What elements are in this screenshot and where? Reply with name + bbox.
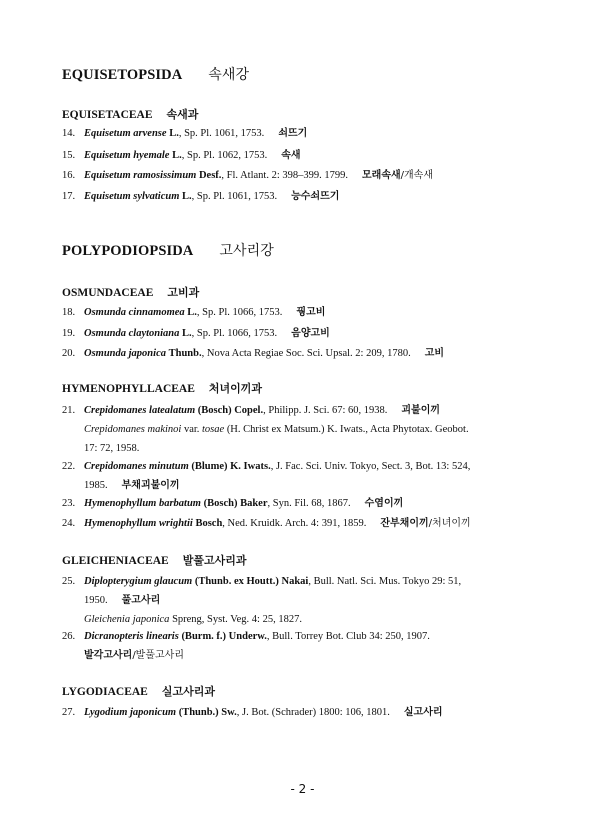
species-entry-15	[62, 146, 532, 165]
species-entry-23	[62, 494, 532, 513]
family-latin: LYGODIACEAE	[62, 686, 148, 698]
entry-number: 16.	[62, 170, 76, 181]
citation-cont: 1950.	[84, 595, 108, 606]
citation: , Syn. Fil. 68, 1867.	[267, 498, 351, 509]
entry-number: 17.	[62, 191, 76, 202]
entry-number: 22.	[62, 461, 76, 472]
species-name: Diplopterygium glaucum	[84, 576, 193, 587]
species-author: (Bosch) Copel.	[197, 405, 264, 416]
class-korean: 고사리강	[219, 243, 274, 259]
synonym-name: Crepidomanes makinoi	[84, 424, 182, 435]
family-heading-equisetaceae	[62, 106, 198, 122]
family-latin: GLEICHENIACEAE	[62, 555, 169, 567]
entry-main-line	[62, 401, 532, 420]
entry-number: 14.	[62, 128, 76, 139]
entry-number: 15.	[62, 150, 76, 161]
family-heading-gleicheniaceae	[62, 552, 246, 568]
class-heading-equisetopsida	[62, 64, 249, 84]
species-entry-25	[62, 572, 532, 629]
species-author: Desf.	[198, 170, 222, 181]
species-entry-19	[62, 324, 532, 343]
species-entry-14	[62, 124, 532, 143]
synonym-citation: (H. Christ ex Matsum.) K. Iwats., Acta Phytotax. Geobot.	[224, 424, 469, 435]
family-korean: 처녀이끼과	[208, 382, 263, 395]
entry-number: 27.	[62, 707, 76, 718]
entry-number: 18.	[62, 307, 76, 318]
korean-name: 잔부채이끼	[380, 518, 429, 529]
korean-name: 괴불이끼	[401, 405, 441, 416]
korean-alt-name: /처녀이끼	[428, 518, 471, 529]
korean-name: 수염이끼	[364, 498, 404, 509]
class-latin: EQUISETOPSIDA	[62, 67, 183, 83]
citation: , J. Bot. (Schrader) 1800: 106, 1801.	[236, 707, 390, 718]
entry-cont-line	[62, 591, 532, 610]
species-name: Osmunda japonica	[84, 348, 166, 359]
species-author: (Burm. f.) Underw.	[181, 631, 267, 642]
citation-cont: 1985.	[84, 480, 108, 491]
citation: , Fl. Atlant. 2: 398–399. 1799.	[221, 170, 348, 181]
species-name: Osmunda claytoniana	[84, 328, 180, 339]
species-author: L.	[187, 307, 197, 318]
species-author: (Thunb. ex Houtt.) Nakai	[194, 576, 309, 587]
korean-name: 고비	[424, 348, 445, 359]
species-name: Osmunda cinnamomea	[84, 307, 185, 318]
family-heading-lygodiaceae	[62, 683, 215, 699]
synonym-epithet: tosae	[202, 424, 225, 435]
korean-name: 능수쇠뜨기	[291, 191, 340, 202]
entry-number: 25.	[62, 576, 76, 587]
species-author: L.	[172, 150, 182, 161]
species-author: L.	[182, 328, 192, 339]
citation: , Ned. Kruidk. Arch. 4: 391, 1859.	[222, 518, 367, 529]
species-entry-18	[62, 303, 532, 322]
species-name: Crepidomanes latealatum	[84, 405, 196, 416]
family-korean: 실고사리과	[161, 685, 215, 698]
family-korean: 고비과	[167, 286, 200, 299]
synonym-citation-cont: 17: 72, 1958.	[84, 443, 140, 454]
species-name: Lygodium japonicum	[84, 707, 177, 718]
species-name: Equisetum hyemale	[84, 150, 170, 161]
species-name: Crepidomanes minutum	[84, 461, 189, 472]
species-author: Thunb.	[168, 348, 202, 359]
korean-name: 풀고사리	[121, 595, 161, 606]
family-latin: OSMUNDACEAE	[62, 287, 154, 299]
korean-name: 쇠뜨기	[278, 128, 308, 139]
citation: , Philipp. J. Sci. 67: 60, 1938.	[263, 405, 388, 416]
korean-name: 실고사리	[403, 707, 443, 718]
species-author: Bosch	[195, 518, 223, 529]
citation: , Sp. Pl. 1066, 1753.	[191, 328, 278, 339]
korean-alt-name: /개속새	[400, 170, 433, 181]
species-entry-16	[62, 166, 532, 185]
entry-cont-line	[62, 476, 532, 495]
class-korean: 속새강	[208, 67, 250, 83]
entry-number: 24.	[62, 518, 76, 529]
species-entry-17	[62, 187, 532, 206]
entry-number: 26.	[62, 631, 76, 642]
family-latin: HYMENOPHYLLACEAE	[62, 383, 195, 395]
family-heading-hymenophyllaceae	[62, 380, 262, 396]
korean-alt-name: /발풀고사리	[132, 650, 184, 661]
species-author: L.	[182, 191, 192, 202]
species-author: (Thunb.) Sw.	[178, 707, 237, 718]
page-number: - 2 -	[290, 782, 315, 796]
korean-name: 모래속새	[362, 170, 401, 181]
korean-name: 음양고비	[291, 328, 330, 339]
species-entry-21	[62, 401, 532, 458]
family-korean: 속새과	[166, 108, 199, 121]
species-entry-24	[62, 514, 532, 533]
species-author: (Bosch) Baker	[203, 498, 268, 509]
synonym-citation: Spreng, Syst. Veg. 4: 25, 1827.	[169, 614, 302, 625]
citation: , Sp. Pl. 1066, 1753.	[196, 307, 283, 318]
synonym-name: Gleichenia japonica	[84, 614, 170, 625]
citation: , Bull. Torrey Bot. Club 34: 250, 1907.	[266, 631, 430, 642]
entry-main-line	[62, 457, 532, 476]
species-name: Hymenophyllum wrightii	[84, 518, 193, 529]
entry-main-line	[62, 572, 532, 591]
korean-name: 발각고사리	[84, 650, 133, 661]
class-heading-polypodiopsida	[62, 240, 274, 260]
citation: , Sp. Pl. 1062, 1753.	[181, 150, 268, 161]
species-name: Equisetum arvense	[84, 128, 167, 139]
synonym-line	[62, 420, 532, 439]
citation: , Nova Acta Regiae Soc. Sci. Upsal. 2: 209, 1780.	[201, 348, 411, 359]
entry-number: 20.	[62, 348, 76, 359]
family-korean: 발풀고사리과	[182, 554, 247, 567]
species-name: Equisetum sylvaticum	[84, 191, 180, 202]
entry-cont-line	[62, 646, 532, 665]
korean-name: 꿩고비	[296, 307, 326, 318]
citation: , J. Fac. Sci. Univ. Tokyo, Sect. 3, Bot. 13: 524,	[270, 461, 471, 472]
entry-number: 19.	[62, 328, 76, 339]
class-latin: POLYPODIOPSIDA	[62, 243, 194, 259]
species-author: (Blume) K. Iwats.	[191, 461, 271, 472]
species-name: Equisetum ramosissimum	[84, 170, 197, 181]
citation: , Bull. Natl. Sci. Mus. Tokyo 29: 51,	[308, 576, 462, 587]
family-heading-osmundaceae	[62, 284, 199, 300]
citation: , Sp. Pl. 1061, 1753.	[178, 128, 265, 139]
korean-name: 부채괴불이끼	[121, 480, 180, 491]
species-name: Dicranopteris linearis	[84, 631, 179, 642]
entry-number: 23.	[62, 498, 76, 509]
synonym-rank: var.	[181, 424, 203, 435]
citation: , Sp. Pl. 1061, 1753.	[191, 191, 278, 202]
species-entry-27	[62, 703, 532, 722]
species-name: Hymenophyllum barbatum	[84, 498, 201, 509]
species-entry-26	[62, 627, 532, 665]
entry-number: 21.	[62, 405, 76, 416]
entry-main-line	[62, 627, 532, 646]
species-entry-22	[62, 457, 532, 495]
family-latin: EQUISETACEAE	[62, 109, 153, 121]
species-author: L.	[169, 128, 179, 139]
korean-name: 속새	[281, 150, 301, 161]
species-entry-20	[62, 344, 532, 363]
